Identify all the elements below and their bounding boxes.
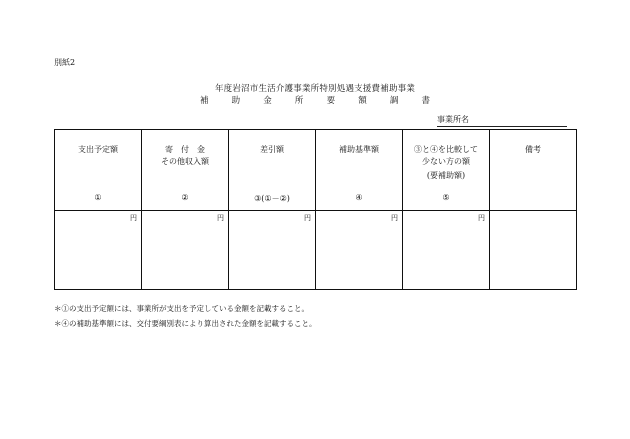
header-number: ③(①－②) [254,194,290,203]
header-cell-expenditure [55,130,142,211]
subsidy-table [54,129,577,290]
header-label: その他収入額 [161,157,209,166]
header-cell-required [403,130,490,211]
header-cell-donation [142,130,229,211]
header-label: ③と④を比較して [414,145,478,154]
header-number: ⑤ [442,193,450,202]
office-name-field[interactable] [437,114,567,127]
subtitle-char: 額 [358,96,367,106]
subtitle-char: 書 [421,96,430,106]
header-label: 支出予定額 [78,145,118,154]
unit-label: 円 [478,214,485,222]
subtitle-char: 補 [200,96,209,106]
document-title: 年度岩沼市生活介護事業所特別処遇支援費補助事業 [214,84,416,94]
amount-cell-difference[interactable] [229,211,316,290]
amount-cell-expenditure[interactable] [55,211,142,290]
appendix-label: 別紙2 [54,58,76,67]
table-header-row [55,130,577,211]
remarks-cell[interactable] [490,211,577,290]
header-number: ① [94,193,102,202]
header-label: 差引額 [260,145,284,154]
amount-cell-required[interactable] [403,211,490,290]
note-expenditure: ＊①の支出予定額には、事業所が支出を予定している金額を記載すること。 [54,304,309,313]
header-cell-difference [229,130,316,211]
subtitle-char: 所 [294,96,304,106]
subtitle-char: 金 [263,96,272,106]
header-number: ④ [355,193,363,202]
unit-label: 円 [130,214,137,222]
table-row [55,211,577,290]
header-cell-standard [316,130,403,211]
subtitle-char: 助 [231,96,241,106]
subtitle-char: 調 [389,96,399,106]
document-subtitle [200,94,430,106]
amount-cell-standard[interactable] [316,211,403,290]
header-extra: (要補助額) [426,171,466,180]
subtitle-char: 要 [326,96,336,106]
unit-label: 円 [217,214,224,222]
header-cell-remarks [490,130,577,211]
header-label: 少ない方の額 [422,157,470,166]
header-number: ② [181,193,189,202]
header-label: 寄 付 金 [165,145,205,154]
unit-label: 円 [391,214,398,222]
header-label: 補助基準額 [339,145,379,154]
note-standard: ＊④の補助基準額には、交付要綱別表により算出された金額を記載すること。 [54,319,317,328]
header-label: 備考 [525,145,541,154]
unit-label: 円 [304,214,311,222]
amount-cell-donation[interactable] [142,211,229,290]
office-name-label: 事業所名 [437,115,469,124]
